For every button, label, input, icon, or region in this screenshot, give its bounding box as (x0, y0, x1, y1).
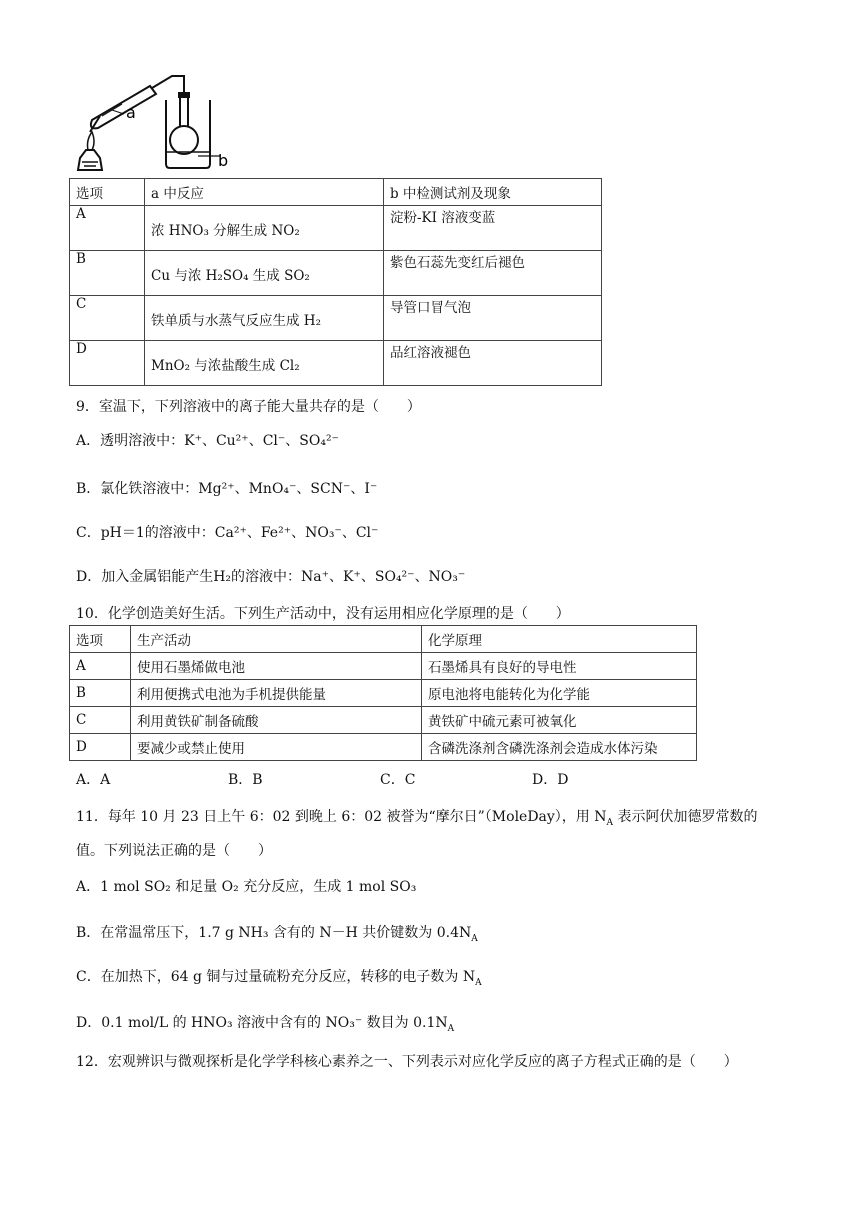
header-option: 选项 (70, 179, 145, 206)
q10-choice-a: A．A (76, 772, 111, 788)
reaction-text: Cu 与浓 H₂SO₄ 生成 SO₂ (151, 268, 310, 284)
row-detection: 紫色石蕊先变红后褪色 (384, 251, 602, 296)
row-principle: 石墨烯具有良好的导电性 (422, 653, 697, 680)
header-reaction: a 中反应 (145, 179, 384, 206)
header-activity: 生产活动 (131, 626, 422, 653)
row-principle: 原电池将电能转化为化学能 (422, 680, 697, 707)
q9-option-a: A．透明溶液中：K⁺、Cu²⁺、Cl⁻、SO₄²⁻ (76, 433, 339, 449)
apparatus-figure (72, 58, 242, 174)
q11-option-c: C．在加热下，64 g 铜与过量硫粉充分反应，转移的电子数为 $N_A$ (76, 969, 482, 988)
table-row (70, 341, 602, 386)
reaction-text: 铁单质与水蒸气反应生成 H₂ (151, 313, 321, 329)
table-row (70, 707, 697, 734)
q11-stem-line2: 值。下列说法正确的是（ ） (76, 843, 272, 859)
row-detection: 品红溶液褪色 (384, 341, 602, 386)
header-principle: 化学原理 (422, 626, 697, 653)
q9-option-b: B．氯化铁溶液中：Mg²⁺、MnO₄⁻、SCN⁻、I⁻ (76, 481, 378, 497)
q11-stem-line1: 11．每年 10 月 23 日上午 6：02 到晚上 6：02 被誉为“摩尔日”（MoleDay），用 $N_A$ 表示阿伏加德罗常数的 (76, 809, 758, 828)
row-activity: 利用黄铁矿制备硫酸 (131, 707, 422, 734)
row-option: A (70, 653, 131, 680)
q11-option-d: D．0.1 mol/L 的 HNO₃ 溶液中含有的 NO₃⁻ 数目为 $0.1N_A$ (76, 1015, 455, 1034)
q10-stem: 10．化学创造美好生活。下列生产活动中，没有运用相应化学原理的是（ ） (76, 606, 570, 622)
table-row (70, 653, 697, 680)
row-option: B (70, 251, 145, 296)
row-reaction (145, 206, 384, 251)
q9-option-d: D．加入金属铝能产生H₂的溶液中：Na⁺、K⁺、SO₄²⁻、NO₃⁻ (76, 569, 466, 585)
q12-stem: 12．宏观辨识与微观探析是化学学科核心素养之一、下列表示对应化学反应的离子方程式正确的是（ ） (76, 1054, 738, 1070)
row-detection: 淀粉-KI 溶液变蓝 (384, 206, 602, 251)
q10-choices (76, 769, 696, 789)
q10-choice-c: C．C (380, 772, 416, 788)
header-detection: b 中检测试剂及现象 (384, 179, 602, 206)
table-row (70, 206, 602, 251)
q11-option-b: B．在常温常压下，1.7 g NH₃ 含有的 N－H 共价键数为 $0.4N_A$ (76, 925, 478, 944)
row-option: D (70, 734, 131, 761)
reaction-table (69, 178, 602, 386)
row-reaction (145, 296, 384, 341)
q10-choice-d: D．D (532, 772, 569, 788)
table-row (70, 734, 697, 761)
row-reaction (145, 251, 384, 296)
header-option: 选项 (70, 626, 131, 653)
row-activity: 要减少或禁止使用 (131, 734, 422, 761)
q9-option-c: C．pH＝1的溶液中：Ca²⁺、Fe²⁺、NO₃⁻、Cl⁻ (76, 525, 379, 541)
row-activity: 使用石墨烯做电池 (131, 653, 422, 680)
row-reaction (145, 341, 384, 386)
row-option: C (70, 296, 145, 341)
label-b: b (218, 151, 229, 170)
reaction-text: MnO₂ 与浓盐酸生成 Cl₂ (151, 358, 300, 374)
row-option: A (70, 206, 145, 251)
table-row (70, 296, 602, 341)
production-table (69, 625, 697, 761)
row-principle: 含磷洗涤剂含磷洗涤剂会造成水体污染 (422, 734, 697, 761)
row-activity: 利用便携式电池为手机提供能量 (131, 680, 422, 707)
label-a: a (126, 103, 136, 122)
q10-choice-b: B．B (228, 772, 263, 788)
row-option: B (70, 680, 131, 707)
row-option: C (70, 707, 131, 734)
q9-stem: 9．室温下，下列溶液中的离子能大量共存的是（ ） (76, 399, 421, 415)
q11-option-a: A．1 mol SO₂ 和足量 O₂ 充分反应，生成 1 mol SO₃ (76, 879, 417, 895)
reaction-text: 浓 HNO₃ 分解生成 NO₂ (151, 223, 300, 239)
table-row (70, 680, 697, 707)
row-detection: 导管口冒气泡 (384, 296, 602, 341)
table-row (70, 251, 602, 296)
row-principle: 黄铁矿中硫元素可被氧化 (422, 707, 697, 734)
row-option: D (70, 341, 145, 386)
